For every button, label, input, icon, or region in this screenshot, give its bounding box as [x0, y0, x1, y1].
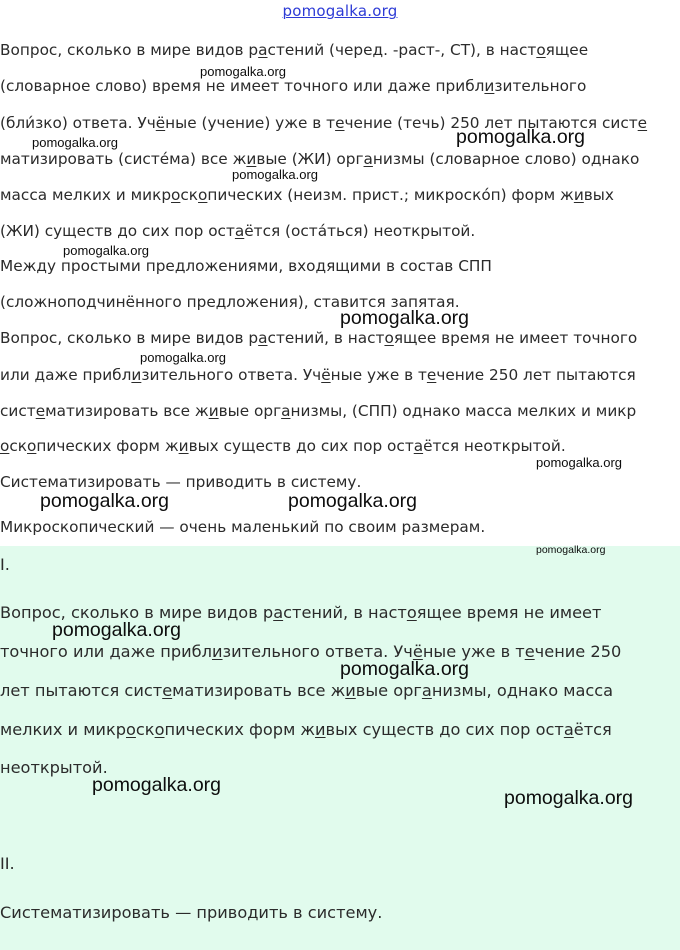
marked-vowel: о: [0, 437, 10, 455]
marked-vowel: а: [413, 437, 424, 455]
text-line: (словарное слово) время не имеет точного или даже приблизительного: [0, 77, 587, 95]
marked-vowel: е: [335, 114, 345, 132]
watermark: pomogalka.org: [200, 64, 286, 79]
text-line: точного или даже приблизительного ответа. Учёные уже в течение 250: [0, 642, 622, 661]
watermark: pomogalka.org: [63, 243, 149, 258]
watermark: pomogalka.org: [232, 167, 318, 182]
marked-vowel: а: [234, 222, 245, 240]
marked-vowel: и: [484, 77, 495, 95]
marked-vowel: а: [421, 681, 432, 700]
text-line: (сложноподчинённого предложения), ставится запятая.: [0, 293, 460, 311]
marked-vowel: ё: [321, 366, 331, 384]
marked-vowel: о: [27, 437, 37, 455]
marked-vowel: е: [35, 402, 46, 420]
text-line: Между простыми предложениями, входящими в состав СПП: [0, 257, 492, 275]
text-line: лет пытаются систематизировать все живые организмы, однако масса: [0, 681, 614, 700]
text-line: (бли́зко) ответа. Учёные (учение) уже в течение (течь) 250 лет пытаются систе: [0, 114, 648, 132]
marked-vowel: о: [198, 186, 208, 204]
text-line: Микроскопический — очень маленький по своим размерам.: [0, 518, 486, 536]
text-line: Вопрос, сколько в мире видов растений, в настоящее время не имеет точного: [0, 329, 638, 347]
watermark: pomogalka.org: [536, 544, 606, 556]
marked-vowel: е: [426, 366, 437, 384]
marked-vowel: е: [524, 642, 535, 661]
marked-vowel: и: [131, 366, 142, 384]
marked-vowel: а: [258, 329, 268, 347]
text-line: систематизировать все живые организмы, (СПП) однако масса мелких и микр: [0, 402, 637, 420]
marked-vowel: и: [315, 720, 326, 739]
watermark: pomogalka.org: [140, 350, 226, 365]
watermark: pomogalka.org: [52, 619, 181, 641]
marked-vowel: а: [258, 41, 268, 59]
marked-vowel: и: [208, 402, 219, 420]
text-line: неоткрытой.: [0, 758, 108, 777]
watermark: pomogalka.org: [536, 455, 622, 470]
text-line: масса мелких и микроскопических (неизм. прист.; микроско́п) форм живых: [0, 186, 614, 204]
text-line: Вопрос, сколько в мире видов растений (черед. -раст-, СТ), в настоящее: [0, 41, 589, 59]
marked-vowel: о: [126, 720, 136, 739]
marked-vowel: а: [281, 402, 291, 420]
text-line: или даже приблизительного ответа. Учёные уже в течение 250 лет пытаются: [0, 366, 636, 384]
answer-section: [0, 546, 680, 950]
watermark: pomogalka.org: [92, 774, 221, 796]
site-link[interactable]: pomogalka.org: [282, 2, 398, 20]
marked-vowel: а: [363, 150, 373, 168]
marked-vowel: и: [211, 642, 223, 661]
marked-vowel: о: [171, 186, 181, 204]
text-line: (ЖИ) существ до сих пор остаётся (оста́ться) неоткрытой.: [0, 222, 476, 240]
marked-vowel: е: [637, 114, 648, 132]
text-line: Вопрос, сколько в мире видов растений, в настоящее время не имеет: [0, 603, 602, 622]
marked-vowel: о: [536, 41, 546, 59]
marked-vowel: а: [273, 603, 284, 622]
watermark: pomogalka.org: [40, 490, 169, 512]
watermark: pomogalka.org: [456, 126, 585, 148]
marked-vowel: о: [406, 603, 417, 622]
section-heading: II.: [0, 854, 15, 873]
watermark: pomogalka.org: [32, 135, 118, 150]
text-line: оскопических форм живых существ до сих пор остаётся неоткрытой.: [0, 437, 566, 455]
marked-vowel: и: [246, 150, 257, 168]
marked-vowel: и: [178, 437, 189, 455]
marked-vowel: а: [563, 720, 574, 739]
marked-vowel: о: [154, 720, 165, 739]
watermark: pomogalka.org: [340, 307, 469, 329]
watermark: pomogalka.org: [340, 658, 469, 680]
text-line: матизировать (систе́ма) все живые (ЖИ) организмы (словарное слово) однако: [0, 150, 640, 168]
marked-vowel: и: [573, 186, 584, 204]
marked-vowel: ё: [412, 642, 423, 661]
section-heading: I.: [0, 555, 10, 574]
marked-vowel: е: [162, 681, 173, 700]
text-line: Систематизировать — приводить в систему.: [0, 473, 362, 491]
marked-vowel: о: [384, 329, 394, 347]
marked-vowel: и: [345, 681, 356, 700]
text-line: Систематизировать — приводить в систему.: [0, 903, 383, 922]
marked-vowel: ё: [155, 114, 166, 132]
watermark: pomogalka.org: [288, 490, 417, 512]
watermark: pomogalka.org: [504, 787, 633, 809]
text-line: мелких и микроскопических форм живых существ до сих пор остаётся: [0, 720, 612, 739]
